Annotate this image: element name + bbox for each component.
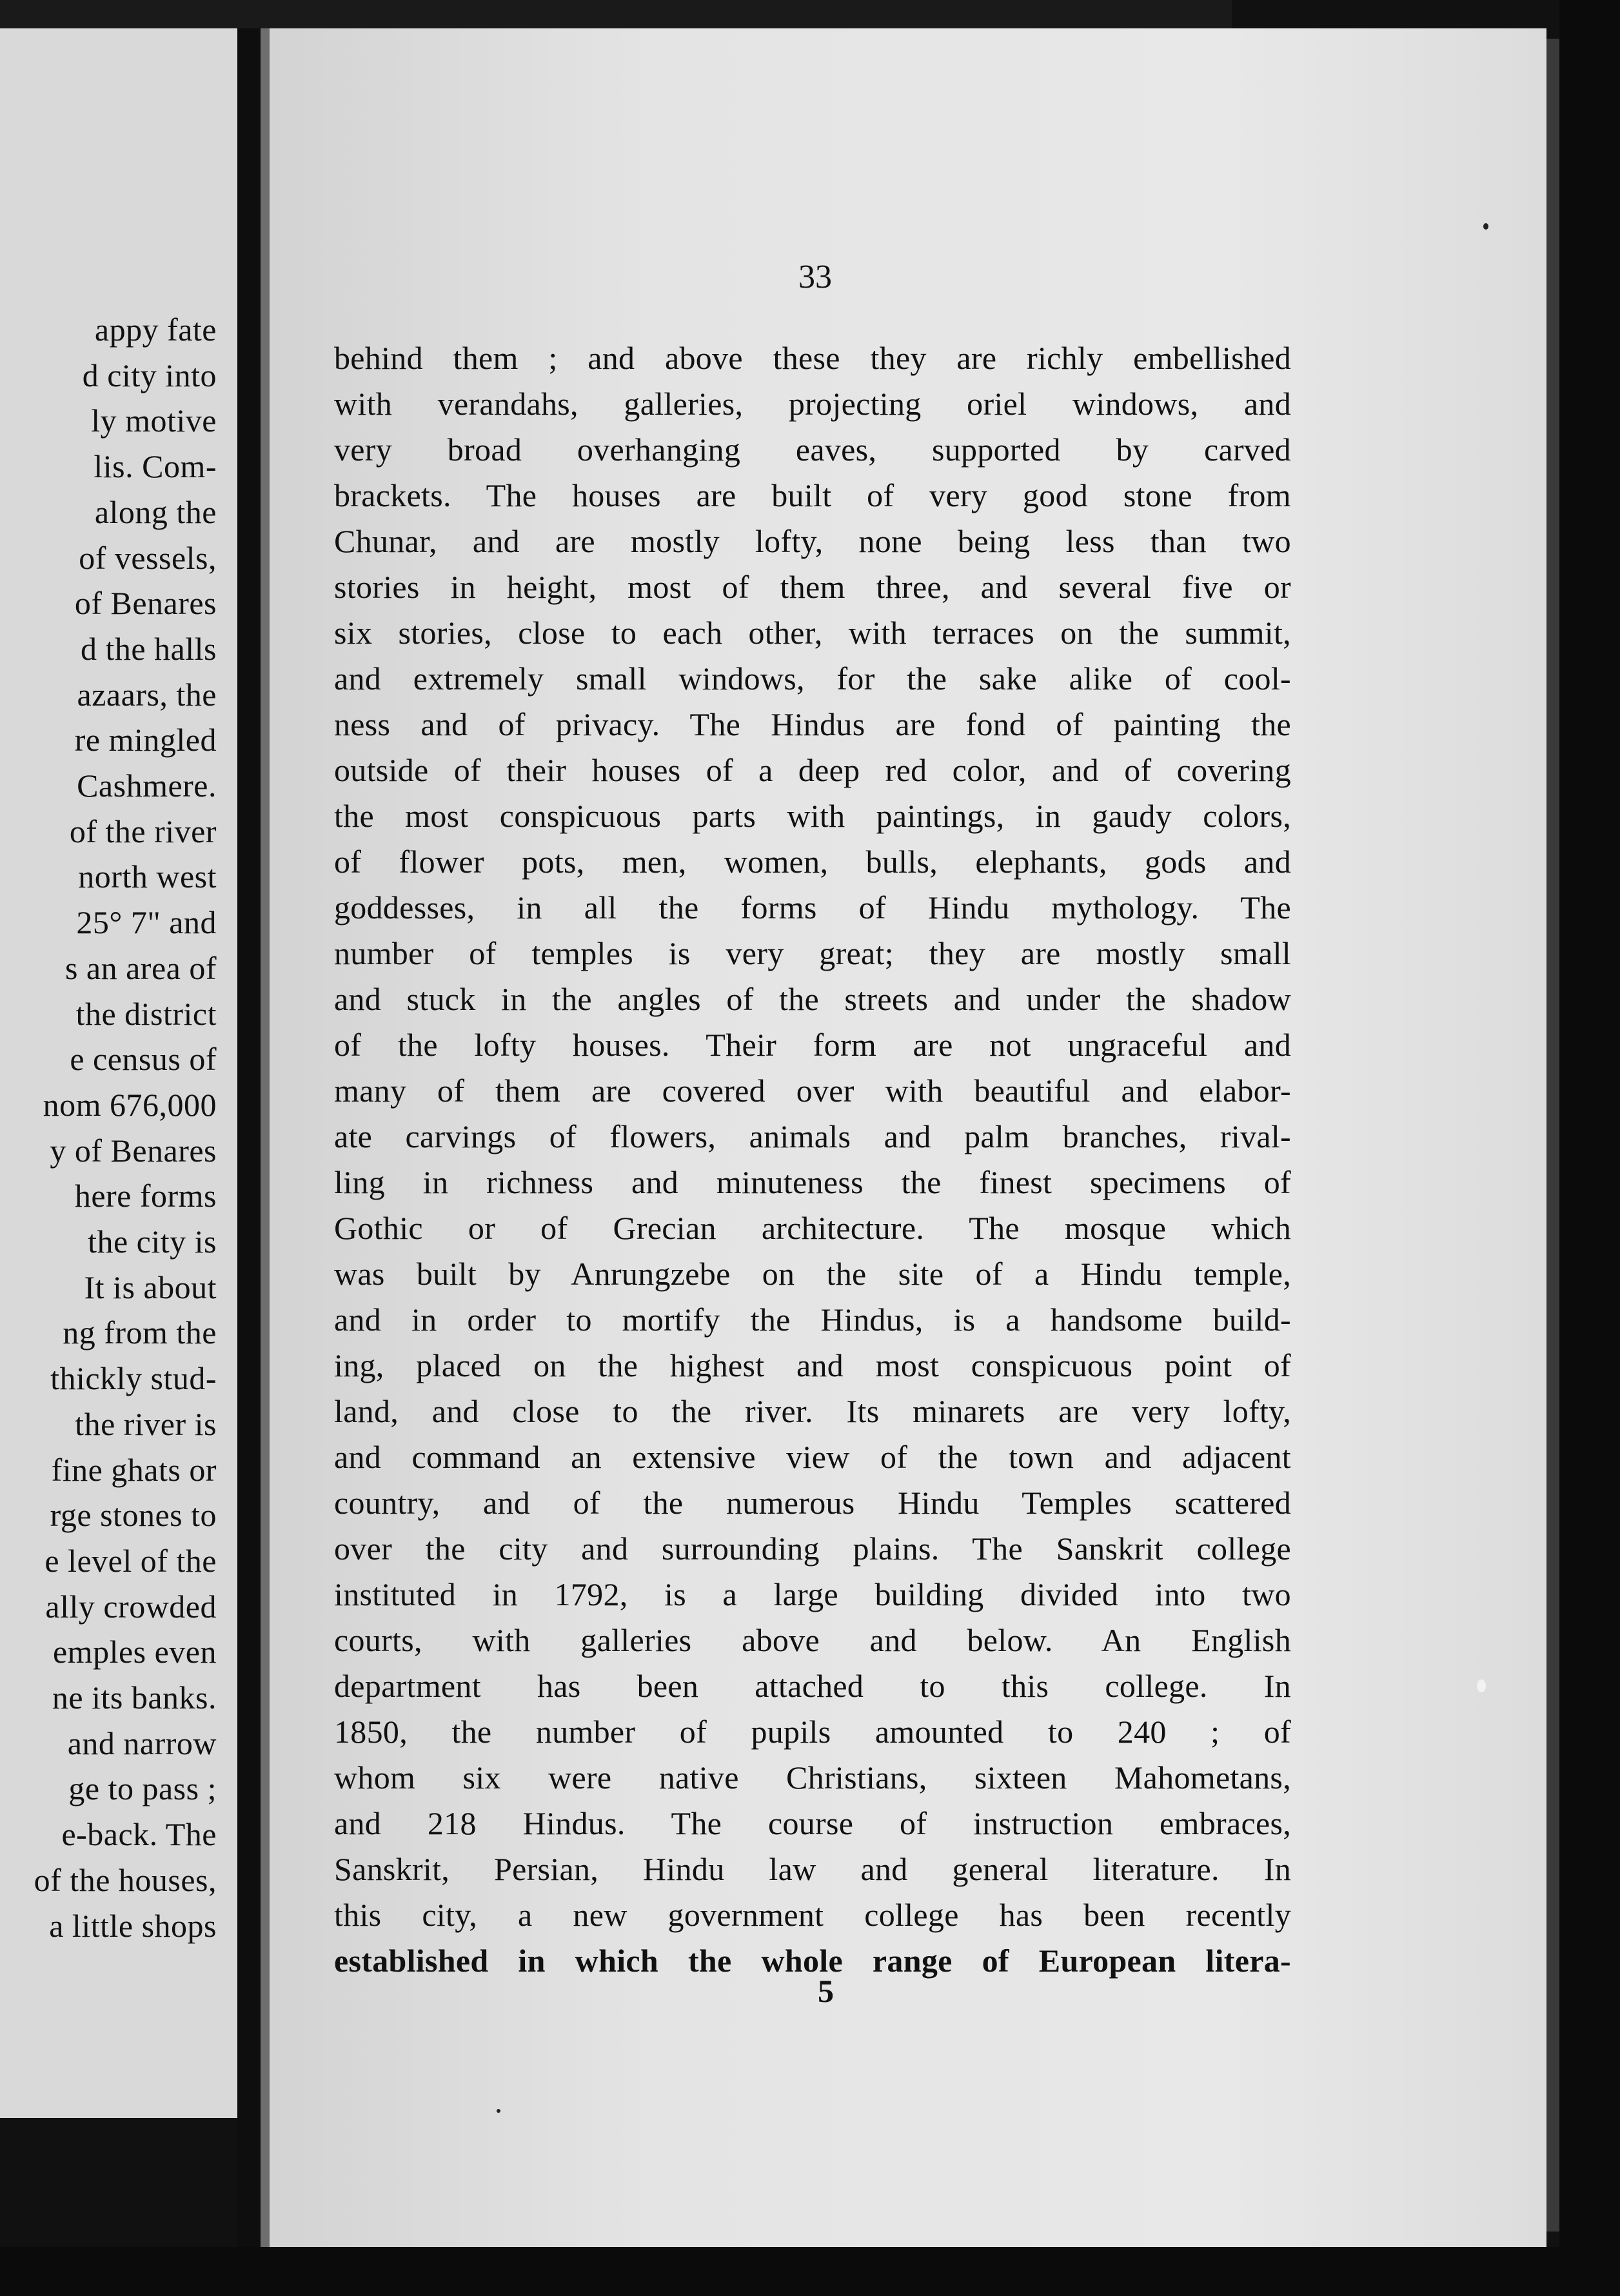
left-page-line: fine ghats or [51,1451,217,1488]
body-text-line: brackets. The houses are built of very good stone from [334,477,1291,513]
book-spine-shadow [237,28,261,2247]
left-page-line: re mingled [74,722,217,758]
body-text-line: of flower pots, men, women, bulls, elephants, gods and [334,844,1291,880]
body-text-line: Sanskrit, Persian, Hindu law and general literature. In [334,1851,1291,1887]
signature-mark: 5 [818,1973,834,2009]
body-text-line: ling in richness and minuteness the finest specimens of [334,1164,1291,1200]
left-page-line: Cashmere. [77,767,217,804]
body-text-line: very broad overhanging eaves, supported by carved [334,431,1291,468]
left-page-line: along the [94,493,217,530]
left-page-line: s an area of [64,949,217,986]
left-page-line: the city is [88,1223,217,1260]
body-text-line: and stuck in the angles of the streets and under the shadow [334,981,1291,1017]
left-page-line: azaars, the [77,676,217,713]
scan-right-border [1559,0,1620,2296]
left-page-line: e level of the [44,1542,217,1579]
body-text-line: behind them ; and above these they are richly embellished [334,340,1291,376]
body-text-line: ness and of privacy. The Hindus are fond of painting the [334,706,1291,742]
body-text-line: six stories, close to each other, with terraces on the summit, [334,615,1291,651]
body-text-line: outside of their houses of a deep red color, and of covering [334,752,1291,788]
left-page-line: ng from the [63,1314,217,1351]
left-page-line: of the houses, [34,1861,217,1898]
scan-speck [497,2109,500,2113]
body-text-line: courts, with galleries above and below. An English [334,1622,1291,1658]
body-text-line: stories in height, most of them three, and several five or [334,569,1291,605]
left-page-line: ge to pass ; [68,1770,217,1807]
left-page-line: ally crowded [45,1588,217,1625]
right-page-edge [1546,39,1559,2232]
left-page-line: e census of [70,1041,217,1078]
left-page-line: here forms [74,1178,217,1214]
page-number: 33 [798,259,832,295]
body-text-line: and in order to mortify the Hindus, is a handsome build- [334,1301,1291,1338]
body-text-line: ate carvings of flowers, animals and palm branches, rival- [334,1118,1291,1154]
left-page-line: of vessels, [79,539,217,576]
book-gutter [261,28,270,2247]
body-text-line: 1850, the number of pupils amounted to 240 ; of [334,1714,1291,1750]
left-page-line: the river is [75,1405,217,1442]
left-page-line: emples even [52,1634,217,1670]
body-text-line: the most conspicuous parts with paintings, in gaudy colors, [334,798,1291,834]
left-page-line: ly motive [91,402,217,439]
left-page-line: 25° 7" and [76,904,217,941]
body-text-line: instituted in 1792, is a large building divided into two [334,1576,1291,1612]
left-page-line: lis. Com- [94,448,217,485]
left-page-line: north west [78,858,217,895]
body-text-line: was built by Anrungzebe on the site of a Hindu temple, [334,1256,1291,1292]
left-page-line: appy fate [94,312,217,348]
body-text-line: over the city and surrounding plains. The Sanskrit college [334,1530,1291,1567]
body-text-line: this city, a new government college has been recently [334,1897,1291,1933]
body-text-line: many of them are covered over with beautiful and elabor- [334,1073,1291,1109]
left-page-fragment [0,28,239,2118]
body-text-line: of the lofty houses. Their form are not ungraceful and [334,1027,1291,1063]
body-text-line: and command an extensive view of the town and adjacent [334,1439,1291,1475]
left-page-line: y of Benares [50,1132,217,1169]
left-page-line: nom 676,000 [43,1086,217,1123]
body-text-line: Chunar, and are mostly lofty, none being less than two [334,523,1291,559]
left-page-line: It is about [84,1269,217,1305]
page-body-text [334,335,1291,1984]
left-page-line: thickly stud- [50,1360,217,1397]
body-text-line: established in which the whole range of European litera- [334,1943,1291,1979]
body-text-line: and extremely small windows, for the sake alike of cool- [334,660,1291,697]
body-text-line: Gothic or of Grecian architecture. The mosque which [334,1210,1291,1246]
body-text-line: ing, placed on the highest and most conspicuous point of [334,1347,1291,1383]
left-page-line: d the halls [80,630,217,667]
left-page-line: of the river [69,813,217,849]
left-page-line: rge stones to [50,1497,217,1534]
body-text-line: number of temples is very great; they are mostly small [334,935,1291,971]
body-text-line: with verandahs, galleries, projecting oriel windows, and [334,386,1291,422]
body-text-line: country, and of the numerous Hindu Temples scattered [334,1485,1291,1521]
left-page-line: of Benares [74,585,217,622]
left-page-line: e-back. The [61,1816,217,1853]
left-page-line: the district [75,995,217,1032]
body-text-line: department has been attached to this college. In [334,1668,1291,1704]
body-text-line: and 218 Hindus. The course of instruction embraces, [334,1805,1291,1841]
left-page-line: and narrow [67,1725,217,1761]
left-page-line: a little shops [49,1907,217,1944]
scan-speck [1483,223,1488,230]
body-text-line: land, and close to the river. Its minarets are very lofty, [334,1393,1291,1429]
left-page-line: ne its banks. [52,1679,217,1716]
scan-speck [1477,1679,1486,1692]
scan-top-border [0,0,1232,28]
body-text-line: whom six were native Christians, sixteen Mahometans, [334,1759,1291,1796]
left-page-line: d city into [82,357,217,393]
body-text-line: goddesses, in all the forms of Hindu mythology. The [334,889,1291,925]
scan-bottom-border [0,2247,1620,2296]
